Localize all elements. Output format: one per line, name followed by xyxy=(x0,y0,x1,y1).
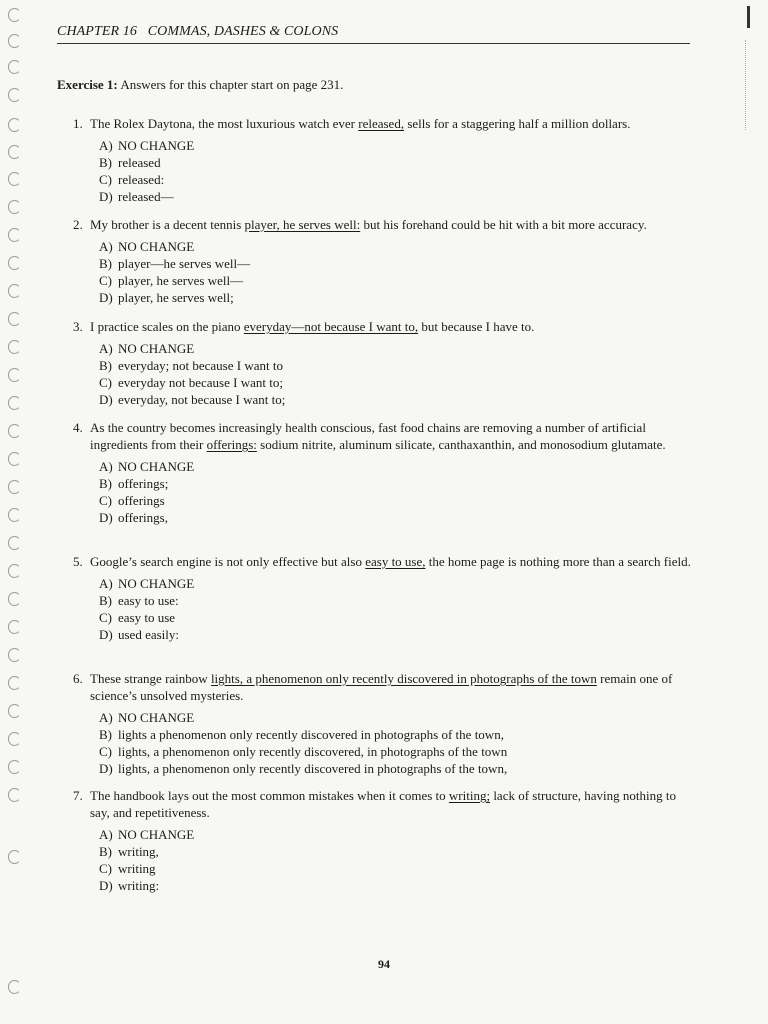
answer-choice-d[interactable] xyxy=(99,760,695,777)
answer-choices xyxy=(99,137,695,205)
question-text-before: My brother is a decent tennis xyxy=(90,217,245,232)
question-text xyxy=(90,787,695,821)
choice-letter: A) xyxy=(99,576,113,591)
choice-letter: C) xyxy=(99,493,112,508)
answer-choice-c[interactable] xyxy=(99,374,695,391)
question-text-after: lack of structure, having nothing to say, and repetitiveness. xyxy=(90,788,676,820)
answer-choice-a[interactable] xyxy=(99,575,695,592)
question-text xyxy=(90,670,695,704)
choice-letter: D) xyxy=(99,761,113,776)
binder-hole xyxy=(8,508,21,522)
binder-hole xyxy=(8,760,21,774)
answer-choice-a[interactable] xyxy=(99,709,695,726)
choice-text: everyday not because I want to; xyxy=(118,375,283,390)
binder-hole xyxy=(8,732,21,746)
choice-text: player, he serves well; xyxy=(118,290,234,305)
choice-text: easy to use xyxy=(118,610,176,625)
question-number: 4. xyxy=(73,420,83,435)
choice-text: writing: xyxy=(118,878,160,893)
question-text-before: The Rolex Daytona, the most luxurious watch ever xyxy=(90,116,359,131)
binder-hole xyxy=(8,88,21,102)
underlined-portion: everyday—not because I want to, xyxy=(243,319,419,334)
answer-choice-b[interactable] xyxy=(99,154,695,171)
underlined-portion: easy to use, xyxy=(365,554,426,569)
choice-letter: D) xyxy=(99,627,113,642)
choice-text: offerings, xyxy=(118,510,168,525)
choice-letter: B) xyxy=(99,358,112,373)
choice-letter: A) xyxy=(99,341,113,356)
binder-hole xyxy=(8,172,21,186)
answer-choice-b[interactable] xyxy=(99,357,695,374)
binder-hole xyxy=(8,228,21,242)
question-6 xyxy=(73,670,695,777)
answer-choice-d[interactable] xyxy=(99,289,695,306)
choice-letter: B) xyxy=(99,256,112,271)
binder-hole xyxy=(8,256,21,270)
question-1 xyxy=(73,115,695,205)
answer-choice-c[interactable] xyxy=(99,743,695,760)
binder-hole xyxy=(8,850,21,864)
choice-letter: A) xyxy=(99,138,113,153)
underlined-portion: writing; xyxy=(448,788,491,803)
choice-text: easy to use: xyxy=(118,593,179,608)
question-stem xyxy=(73,787,695,821)
choice-letter: D) xyxy=(99,290,113,305)
answer-choices xyxy=(99,238,695,306)
exercise-note: Answers for this chapter start on page 231. xyxy=(117,77,344,92)
chapter-title: CHAPTER 16 COMMAS, DASHES & COLONS xyxy=(57,24,339,39)
binder-hole xyxy=(8,676,21,690)
binder-hole xyxy=(8,200,21,214)
answer-choice-c[interactable] xyxy=(99,171,695,188)
answer-choice-b[interactable] xyxy=(99,726,695,743)
question-stem xyxy=(73,216,695,233)
binder-hole xyxy=(8,424,21,438)
scan-edge-mark xyxy=(747,6,750,28)
answer-choice-c[interactable] xyxy=(99,492,695,509)
question-text-after: sodium nitrite, aluminum silicate, canthaxanthin, and monosodium glutamate. xyxy=(256,437,666,452)
question-number: 1. xyxy=(73,116,83,131)
answer-choice-c[interactable] xyxy=(99,272,695,289)
exercise-intro xyxy=(57,77,343,93)
choice-letter: A) xyxy=(99,459,113,474)
question-text xyxy=(90,318,695,335)
answer-choice-c[interactable] xyxy=(99,860,695,877)
underlined-portion: player, he serves well: xyxy=(244,217,361,232)
question-number: 6. xyxy=(73,671,83,686)
binder-hole xyxy=(8,788,21,802)
question-7 xyxy=(73,787,695,894)
answer-choice-a[interactable] xyxy=(99,458,695,475)
choice-text: offerings xyxy=(118,493,165,508)
question-text-before: The handbook lays out the most common mistakes when it comes to xyxy=(90,788,449,803)
choice-text: writing, xyxy=(118,844,159,859)
binder-hole xyxy=(8,118,21,132)
answer-choice-b[interactable] xyxy=(99,475,695,492)
choice-text: NO CHANGE xyxy=(118,459,195,474)
choice-text: everyday; not because I want to xyxy=(118,358,283,373)
choice-letter: C) xyxy=(99,172,112,187)
question-stem xyxy=(73,670,695,704)
choice-text: lights, a phenomenon only recently discovered in photographs of the town, xyxy=(118,761,508,776)
choice-letter: B) xyxy=(99,155,112,170)
choice-text: NO CHANGE xyxy=(118,239,195,254)
question-number: 2. xyxy=(73,217,83,232)
binder-hole xyxy=(8,536,21,550)
question-text xyxy=(90,216,695,233)
question-number: 3. xyxy=(73,319,83,334)
question-text-after: the home page is nothing more than a search field. xyxy=(425,554,691,569)
question-text-after: remain one of science’s unsolved mysteries. xyxy=(90,671,673,703)
answer-choice-a[interactable] xyxy=(99,137,695,154)
choice-text: NO CHANGE xyxy=(118,341,195,356)
binder-hole xyxy=(8,60,21,74)
choice-letter: A) xyxy=(99,239,113,254)
binder-hole xyxy=(8,452,21,466)
choice-letter: A) xyxy=(99,827,113,842)
choice-text: released— xyxy=(118,189,174,204)
choice-text: NO CHANGE xyxy=(118,827,195,842)
binder-hole xyxy=(8,480,21,494)
answer-choice-d[interactable] xyxy=(99,188,695,205)
underlined-portion: released, xyxy=(358,116,405,131)
binder-hole xyxy=(8,145,21,159)
scan-edge-dots xyxy=(745,40,748,130)
question-text xyxy=(90,553,695,570)
question-number: 5. xyxy=(73,554,83,569)
choice-letter: D) xyxy=(99,189,113,204)
answer-choices xyxy=(99,709,695,777)
answer-choice-d[interactable] xyxy=(99,877,695,894)
binder-hole xyxy=(8,980,21,994)
question-text-after: but because I have to. xyxy=(418,319,535,334)
choice-letter: B) xyxy=(99,844,112,859)
choice-letter: B) xyxy=(99,593,112,608)
binder-holes xyxy=(0,0,30,1024)
question-text-before: Google’s search engine is not only effective but also xyxy=(90,554,366,569)
choice-letter: C) xyxy=(99,375,112,390)
page-number: 94 xyxy=(378,957,390,971)
answer-choice-d[interactable] xyxy=(99,509,695,526)
choice-text: lights a phenomenon only recently discovered in photographs of the town, xyxy=(118,727,504,742)
question-number: 7. xyxy=(73,788,83,803)
choice-letter: D) xyxy=(99,510,113,525)
question-2 xyxy=(73,216,695,306)
question-text-before: As the country becomes increasingly health conscious, fast food chains are removing a number of artificial ingredients from their xyxy=(90,420,646,452)
binder-hole xyxy=(8,396,21,410)
underlined-portion: offerings: xyxy=(206,437,257,452)
choice-letter: D) xyxy=(99,878,113,893)
choice-text: released xyxy=(118,155,161,170)
binder-hole xyxy=(8,340,21,354)
question-5 xyxy=(73,553,695,643)
binder-hole xyxy=(8,312,21,326)
answer-choice-b[interactable] xyxy=(99,843,695,860)
choice-text: writing xyxy=(118,861,156,876)
binder-hole xyxy=(8,620,21,634)
chapter-header xyxy=(57,24,690,44)
choice-letter: C) xyxy=(99,861,112,876)
answer-choice-b[interactable] xyxy=(99,255,695,272)
binder-hole xyxy=(8,592,21,606)
question-text-after: but his forehand could be hit with a bit more accuracy. xyxy=(360,217,647,232)
answer-choice-b[interactable] xyxy=(99,592,695,609)
answer-choices xyxy=(99,340,695,408)
choice-letter: C) xyxy=(99,744,112,759)
underlined-portion: lights, a phenomenon only recently discovered in photographs of the town xyxy=(210,671,597,686)
question-stem xyxy=(73,115,695,132)
choice-text: NO CHANGE xyxy=(118,710,195,725)
binder-hole xyxy=(8,564,21,578)
question-stem xyxy=(73,553,695,570)
answer-choice-a[interactable] xyxy=(99,340,695,357)
question-stem xyxy=(73,419,695,453)
choice-text: NO CHANGE xyxy=(118,576,195,591)
answer-choices xyxy=(99,458,695,526)
question-text-before: These strange rainbow xyxy=(90,671,211,686)
answer-choices xyxy=(99,575,695,643)
answer-choice-a[interactable] xyxy=(99,238,695,255)
answer-choice-a[interactable] xyxy=(99,826,695,843)
binder-hole xyxy=(8,368,21,382)
question-4 xyxy=(73,419,695,526)
answer-choice-d[interactable] xyxy=(99,391,695,408)
choice-text: released: xyxy=(118,172,165,187)
question-text-after: sells for a staggering half a million dollars. xyxy=(404,116,631,131)
choice-letter: C) xyxy=(99,610,112,625)
binder-hole xyxy=(8,284,21,298)
binder-hole xyxy=(8,8,21,22)
question-text xyxy=(90,419,695,453)
exercise-label: Exercise 1: xyxy=(57,77,118,92)
choice-text: player—he serves well— xyxy=(118,256,251,271)
choice-letter: C) xyxy=(99,273,112,288)
binder-hole xyxy=(8,648,21,662)
choice-text: NO CHANGE xyxy=(118,138,195,153)
choice-letter: B) xyxy=(99,476,112,491)
choice-letter: D) xyxy=(99,392,113,407)
answer-choice-c[interactable] xyxy=(99,609,695,626)
question-3 xyxy=(73,318,695,408)
answer-choice-d[interactable] xyxy=(99,626,695,643)
choice-text: lights, a phenomenon only recently discovered, in photographs of the town xyxy=(118,744,508,759)
question-text-before: I practice scales on the piano xyxy=(90,319,244,334)
choice-letter: B) xyxy=(99,727,112,742)
choice-text: used easily: xyxy=(118,627,180,642)
choice-text: offerings; xyxy=(118,476,169,491)
binder-hole xyxy=(8,34,21,48)
choice-text: player, he serves well— xyxy=(118,273,244,288)
question-text xyxy=(90,115,695,132)
binder-hole xyxy=(8,704,21,718)
choice-letter: A) xyxy=(99,710,113,725)
choice-text: everyday, not because I want to; xyxy=(118,392,286,407)
question-stem xyxy=(73,318,695,335)
answer-choices xyxy=(99,826,695,894)
